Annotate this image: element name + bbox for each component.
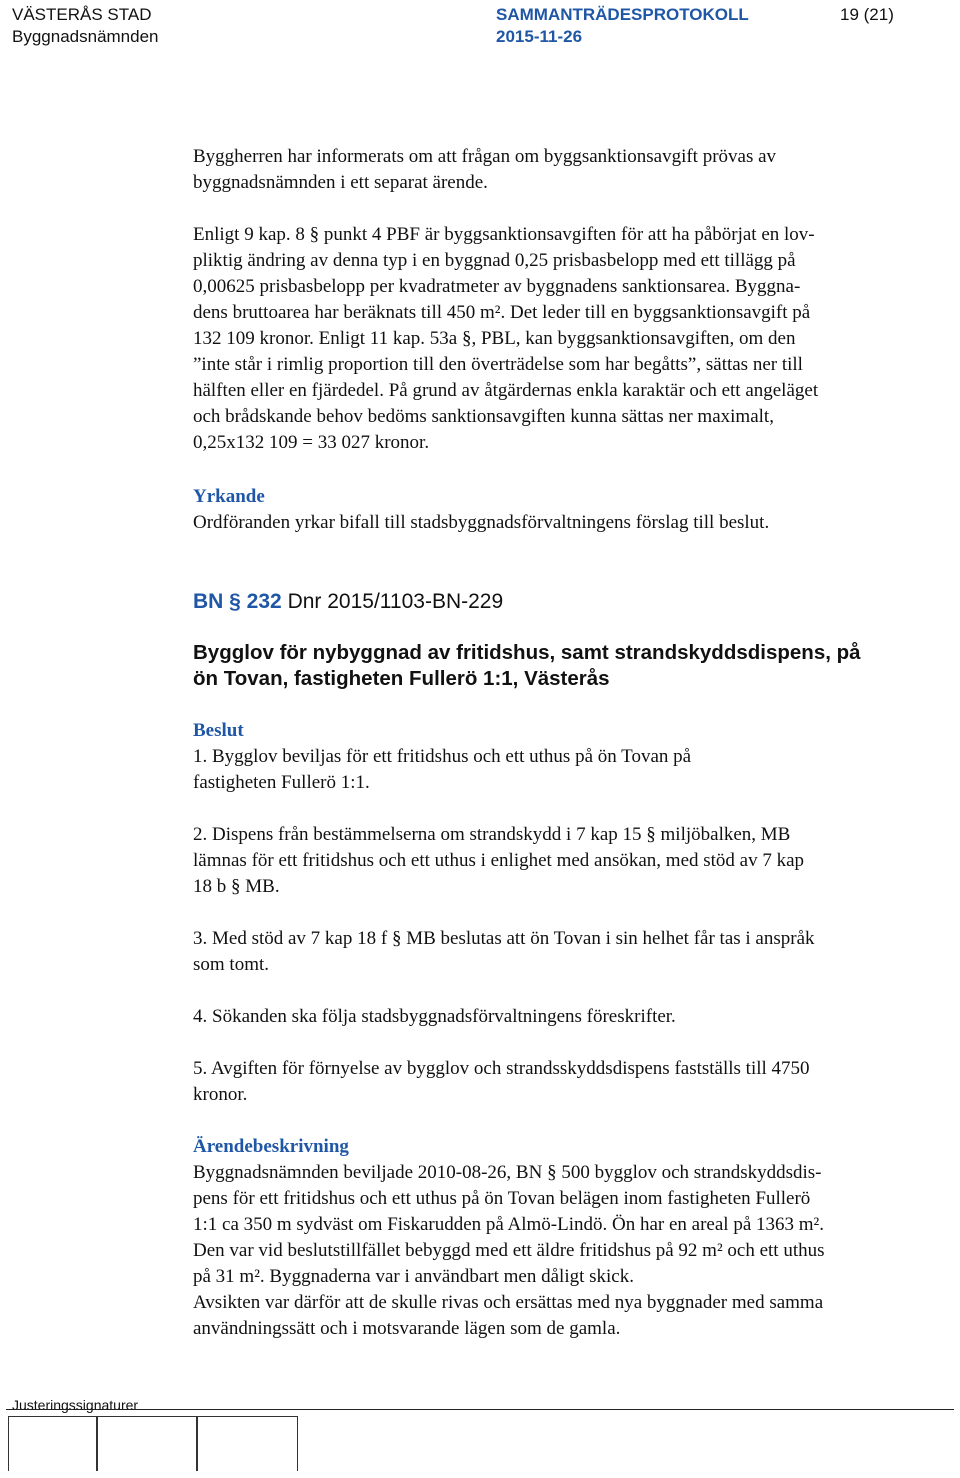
text-line: och brådskande behov bedöms sanktionsavgiften kunna sättas ner maximalt,	[193, 406, 774, 427]
header-org: VÄSTERÅS STAD	[12, 5, 152, 24]
title-line: Bygglov för nybyggnad av fritidshus, samt strandskyddsdispens, på	[193, 641, 861, 664]
text-line: 0,25x132 109 = 33 027 kronor.	[193, 432, 430, 453]
beslut-item	[193, 1004, 945, 1030]
text-line: 2. Dispens från bestämmelserna om strandskydd i 7 kap 15 § miljöbalken, MB	[193, 824, 791, 845]
signature-box	[96, 1416, 198, 1471]
text-line: ”inte står i rimlig proportion till den överträdelse som har begåtts”, sättas ner till	[193, 354, 803, 375]
beslut-section	[193, 718, 945, 1108]
beslut-item	[193, 744, 945, 796]
title-line: ön Tovan, fastigheten Fullerö 1:1, Västerås	[193, 667, 610, 690]
text-line: Enligt 9 kap. 8 § punkt 4 PBF är byggsanktionsavgiften för att ha påbörjat en lov-	[193, 224, 815, 245]
signature-box	[8, 1416, 98, 1471]
text-line: 5. Avgiften för förnyelse av bygglov och strandsskyddsdispens fastställs till 4750	[193, 1058, 810, 1079]
signature-box	[196, 1416, 298, 1471]
text-line: 18 b § MB.	[193, 876, 280, 897]
beslut-item	[193, 1056, 945, 1108]
text-line: 4. Sökanden ska följa stadsbyggnadsförvaltningens föreskrifter.	[193, 1006, 676, 1027]
text-line: lämnas för ett fritidshus och ett uthus i enlighet med ansökan, med stöd av 7 kap	[193, 850, 805, 871]
footer-divider	[6, 1409, 954, 1410]
yrkande-section	[193, 484, 945, 536]
legal-paragraph	[193, 222, 945, 456]
header-committee: Byggnadsnämnden	[12, 27, 159, 46]
beslut-heading: Beslut	[193, 720, 244, 741]
bn-paragraph-label: BN § 232	[193, 590, 282, 613]
beslut-item	[193, 822, 945, 900]
beslut-item	[193, 926, 945, 978]
text-line: Byggnadsnämnden beviljade 2010-08-26, BN § 500 bygglov och strandskyddsdis-	[193, 1162, 822, 1183]
text-line: 1. Bygglov beviljas för ett fritidshus och ett uthus på ön Tovan på	[193, 746, 692, 767]
footer-signature-label: Justeringssignaturer	[12, 1397, 139, 1413]
text-line: kronor.	[193, 1084, 248, 1105]
text-line: 1:1 ca 350 m sydväst om Fiskarudden på Almö-Lindö. Ön har en areal på 1363 m².	[193, 1214, 824, 1235]
yrkande-text: Ordföranden yrkar bifall till stadsbyggnadsförvaltningens förslag till beslut.	[193, 512, 770, 533]
intro-paragraph	[193, 144, 945, 196]
text-line: byggnadsnämnden i ett separat ärende.	[193, 172, 488, 193]
case-title	[193, 640, 861, 692]
text-line: 0,00625 prisbasbelopp per kvadratmeter av byggnadens sanktionsarea. Byggna-	[193, 276, 801, 297]
arendebeskrivning-heading: Ärendebeskrivning	[193, 1136, 349, 1157]
text-line: Byggherren har informerats om att frågan om byggsanktionsavgift prövas av	[193, 146, 777, 167]
text-line: Den var vid beslutstillfället bebyggd med ett äldre fritidshus på 92 m² och ett uthus	[193, 1240, 825, 1261]
text-line: fastigheten Fullerö 1:1.	[193, 772, 370, 793]
arendebeskrivning-section	[193, 1134, 945, 1342]
text-line: som tomt.	[193, 954, 270, 975]
text-line: dens bruttoarea har beräknats till 450 m². Det leder till en byggsanktionsavgift på	[193, 302, 811, 323]
header-date: 2015-11-26	[496, 27, 583, 46]
text-line: 132 109 kronor. Enligt 11 kap. 53a §, PBL, kan byggsanktionsavgiften, om den	[193, 328, 796, 349]
header-page-number: 19 (21)	[840, 5, 894, 24]
text-line: 3. Med stöd av 7 kap 18 f § MB beslutas att ön Tovan i sin helhet får tas i anspråk	[193, 928, 815, 949]
text-line: hälften eller en fjärdedel. På grund av åtgärdernas enkla karaktär och ett angeläget	[193, 380, 819, 401]
text-line: Avsikten var därför att de skulle rivas och ersättas med nya byggnader med samma	[193, 1292, 824, 1313]
text-line: på 31 m². Byggnaderna var i användbart men dåligt skick.	[193, 1266, 634, 1287]
text-line: användningssätt och i motsvarande lägen som de gamla.	[193, 1318, 621, 1339]
header-doc-type: SAMMANTRÄDESPROTOKOLL	[496, 5, 749, 24]
case-reference	[193, 589, 503, 615]
text-line: pens för ett fritidshus och ett uthus på ön Tovan belägen inom fastigheten Fullerö	[193, 1188, 811, 1209]
diary-number: Dnr 2015/1103-BN-229	[287, 590, 504, 613]
text-line: pliktig ändring av denna typ i en byggnad 0,25 prisbasbelopp med ett tillägg på	[193, 250, 796, 271]
yrkande-heading: Yrkande	[193, 486, 265, 507]
